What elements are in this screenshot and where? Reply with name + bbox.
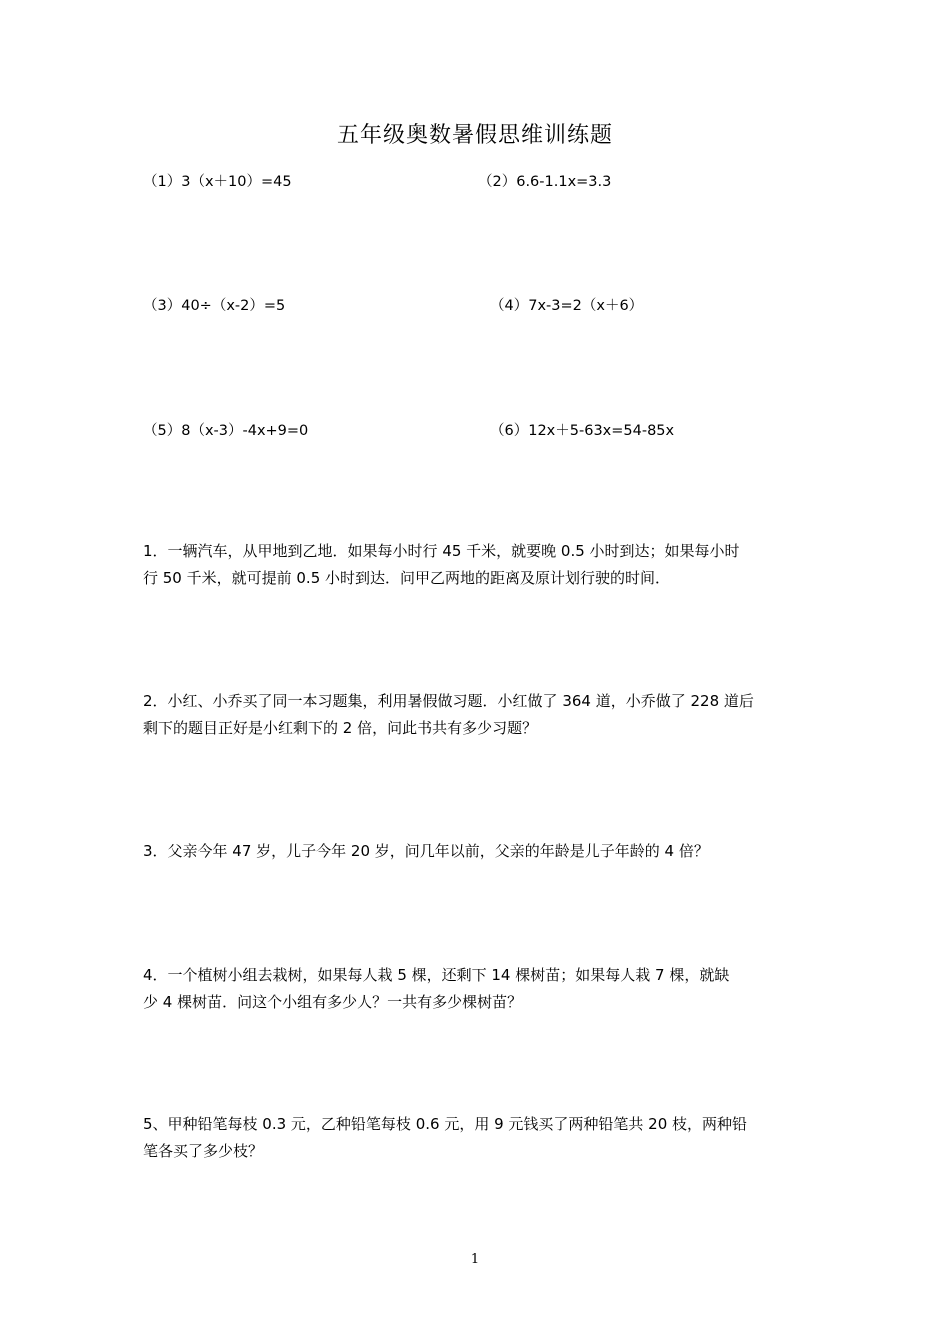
equation-5: （5）8（x-3）-4x+9=0 xyxy=(143,423,309,439)
equation-3: （3）40÷（x-2）=5 xyxy=(143,298,286,314)
page-title: 五年级奥数暑假思维训练题 xyxy=(336,123,613,148)
word-problem-5 xyxy=(143,1111,811,1165)
problem-line: 行 50 千米，就可提前 0.5 小时到达．问甲乙两地的距离及原计划行驶的时间． xyxy=(143,569,671,587)
word-problem-3 xyxy=(143,838,811,865)
problem-line: 少 4 棵树苗．问这个小组有多少人？一共有多少棵树苗？ xyxy=(143,993,523,1011)
problem-line: 剩下的题目正好是小红剩下的 2 倍，问此书共有多少习题？ xyxy=(143,719,538,737)
page-number: 1 xyxy=(470,1252,480,1267)
equation-6: （6）12x＋5-63x=54-85x xyxy=(490,423,675,439)
problem-line: 4．一个植树小组去栽树，如果每人栽 5 棵，还剩下 14 棵树苗；如果每人栽 7 棵，就缺 xyxy=(143,966,730,984)
problem-line: 1．一辆汽车，从甲地到乙地．如果每小时行 45 千米，就要晚 0.5 小时到达；如果每小时 xyxy=(143,542,740,560)
equation-1: （1）3（x＋10）=45 xyxy=(143,174,292,190)
word-problem-2 xyxy=(143,688,811,742)
equation-4: （4）7x-3=2（x＋6） xyxy=(490,298,644,314)
equation-2: （2）6.6-1.1x=3.3 xyxy=(478,174,612,190)
problem-line: 5、甲种铅笔每枝 0.3 元，乙种铅笔每枝 0.6 元，用 9 元钱买了两种铅笔共 20 枝，两种铅 xyxy=(143,1115,748,1133)
problem-line: 3．父亲今年 47 岁，儿子今年 20 岁，问几年以前，父亲的年龄是儿子年龄的 4 倍？ xyxy=(143,842,709,860)
word-problem-1 xyxy=(143,538,811,592)
problem-line: 2．小红、小乔买了同一本习题集，利用暑假做习题．小红做了 364 道，小乔做了 228 道后 xyxy=(143,692,754,710)
word-problem-4 xyxy=(143,962,811,1016)
problem-line: 笔各买了多少枝？ xyxy=(143,1142,264,1160)
